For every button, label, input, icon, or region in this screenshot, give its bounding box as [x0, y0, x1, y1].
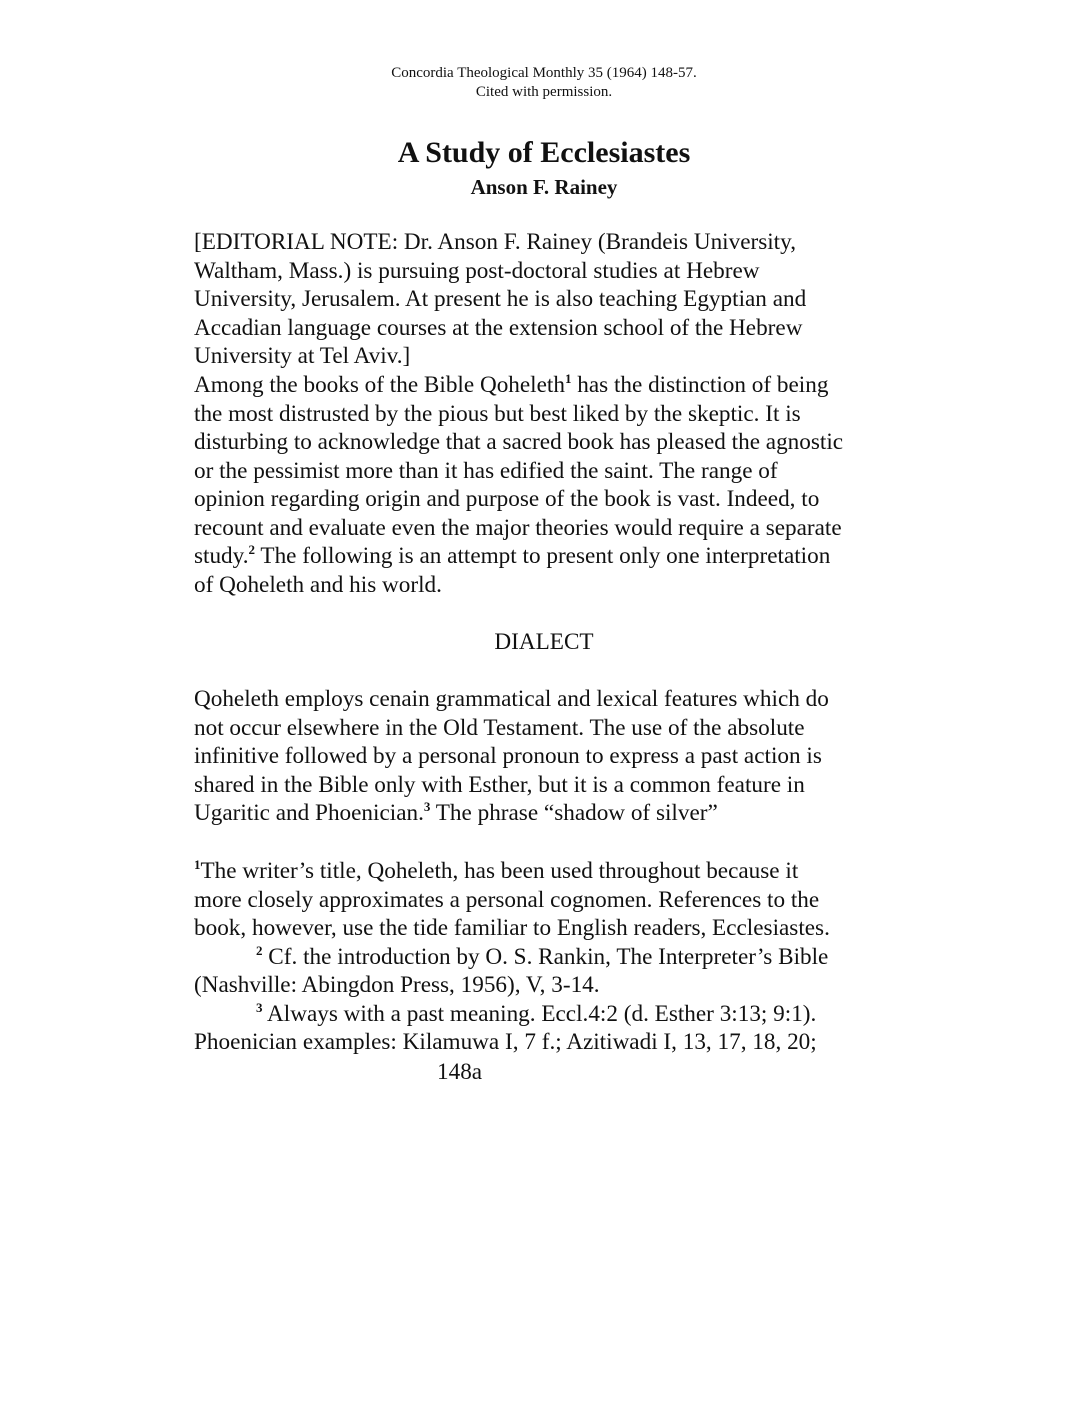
- paragraph-line: recount and evaluate even the major theories would require a separate: [194, 514, 842, 541]
- editorial-line: [EDITORIAL NOTE: Dr. Anson F. Rainey (Brandeis University,: [194, 229, 797, 255]
- paragraph-line: or the pessimist more than it has edified the saint. The range of: [194, 457, 778, 484]
- citation-header: [0, 64, 1088, 102]
- footnote-ref: 3: [423, 799, 431, 814]
- paragraph-line: opinion regarding origin and purpose of the book is vast. Indeed, to: [194, 486, 820, 512]
- section-heading: DIALECT: [494, 629, 594, 655]
- editorial-line: Waltham, Mass.) is pursuing post-doctoral studies at Hebrew: [194, 257, 760, 284]
- paragraph-line: infinitive followed by a personal pronoun to express a past action is: [194, 743, 822, 769]
- footnote-line: book, however, use the tide familiar to English readers, Ecclesiastes.: [194, 915, 830, 941]
- footnote-ref: 2: [248, 542, 256, 557]
- dialect-paragraph: [194, 685, 914, 828]
- footnote-marker: 3: [256, 999, 263, 1015]
- footnotes: [194, 857, 914, 1057]
- editorial-note: [194, 228, 914, 371]
- page-title: A Study of Ecclesiastes: [397, 136, 691, 169]
- intro-paragraph: [194, 371, 914, 599]
- paragraph-line: Among the books of the Bible Qoheleth$^1$ has the distinction of being: [194, 371, 829, 398]
- paragraph-line: disturbing to acknowledge that a sacred book has pleased the agnostic: [194, 429, 844, 455]
- footnote-line: $^3$ Always with a past meaning. Eccl.4:2 (d. Esther 3:13; 9:1).: [256, 999, 817, 1027]
- page-number: 148a: [437, 1059, 483, 1085]
- footnote-line: Phoenician examples: Kilamuwa I, 7 f.; Azitiwadi I, 13, 17, 18, 20;: [194, 1029, 817, 1055]
- paragraph-line: of Qoheleth and his world.: [194, 571, 442, 598]
- paragraph-line: Qoheleth employs cenain grammatical and lexical features which do: [194, 686, 829, 712]
- permission-line: Cited with permission.: [475, 84, 613, 100]
- footnote-line: more closely approximates a personal cognomen. References to the: [194, 886, 820, 913]
- footnote-ref: 1: [564, 371, 572, 386]
- paragraph-line: not occur elsewhere in the Old Testament. The use of the absolute: [194, 714, 805, 741]
- paragraph-line: shared in the Bible only with Esther, but it is a common feature in: [194, 771, 805, 798]
- editorial-line: University, Jerusalem. At present he is also teaching Egyptian and: [194, 286, 807, 312]
- paragraph-line: the most distrusted by the pious but best liked by the skeptic. It is: [194, 400, 801, 427]
- footnote-line: $^2$ Cf. the introduction by O. S. Rankin, The Interpreter’s Bible: [256, 942, 829, 970]
- footnote-line: $^1$The writer’s title, Qoheleth, has been used throughout because it: [194, 857, 799, 884]
- author-name: Anson F. Rainey: [470, 175, 618, 199]
- paragraph-line: study.$^2$ The following is an attempt to present only one interpretation: [194, 542, 831, 569]
- citation-line: Concordia Theological Monthly 35 (1964) 148-57.: [391, 65, 697, 81]
- footnote-marker: 1: [194, 857, 201, 872]
- paragraph-line: Ugaritic and Phoenician.$^3$ The phrase “shadow of silver”: [194, 799, 718, 826]
- editorial-line: Accadian language courses at the extension school of the Hebrew: [194, 314, 803, 341]
- footnote-marker: 2: [256, 942, 263, 958]
- editorial-line: University at Tel Aviv.]: [194, 343, 411, 369]
- footnote-line: (Nashville: Abingdon Press, 1956), V, 3-14.: [194, 972, 600, 998]
